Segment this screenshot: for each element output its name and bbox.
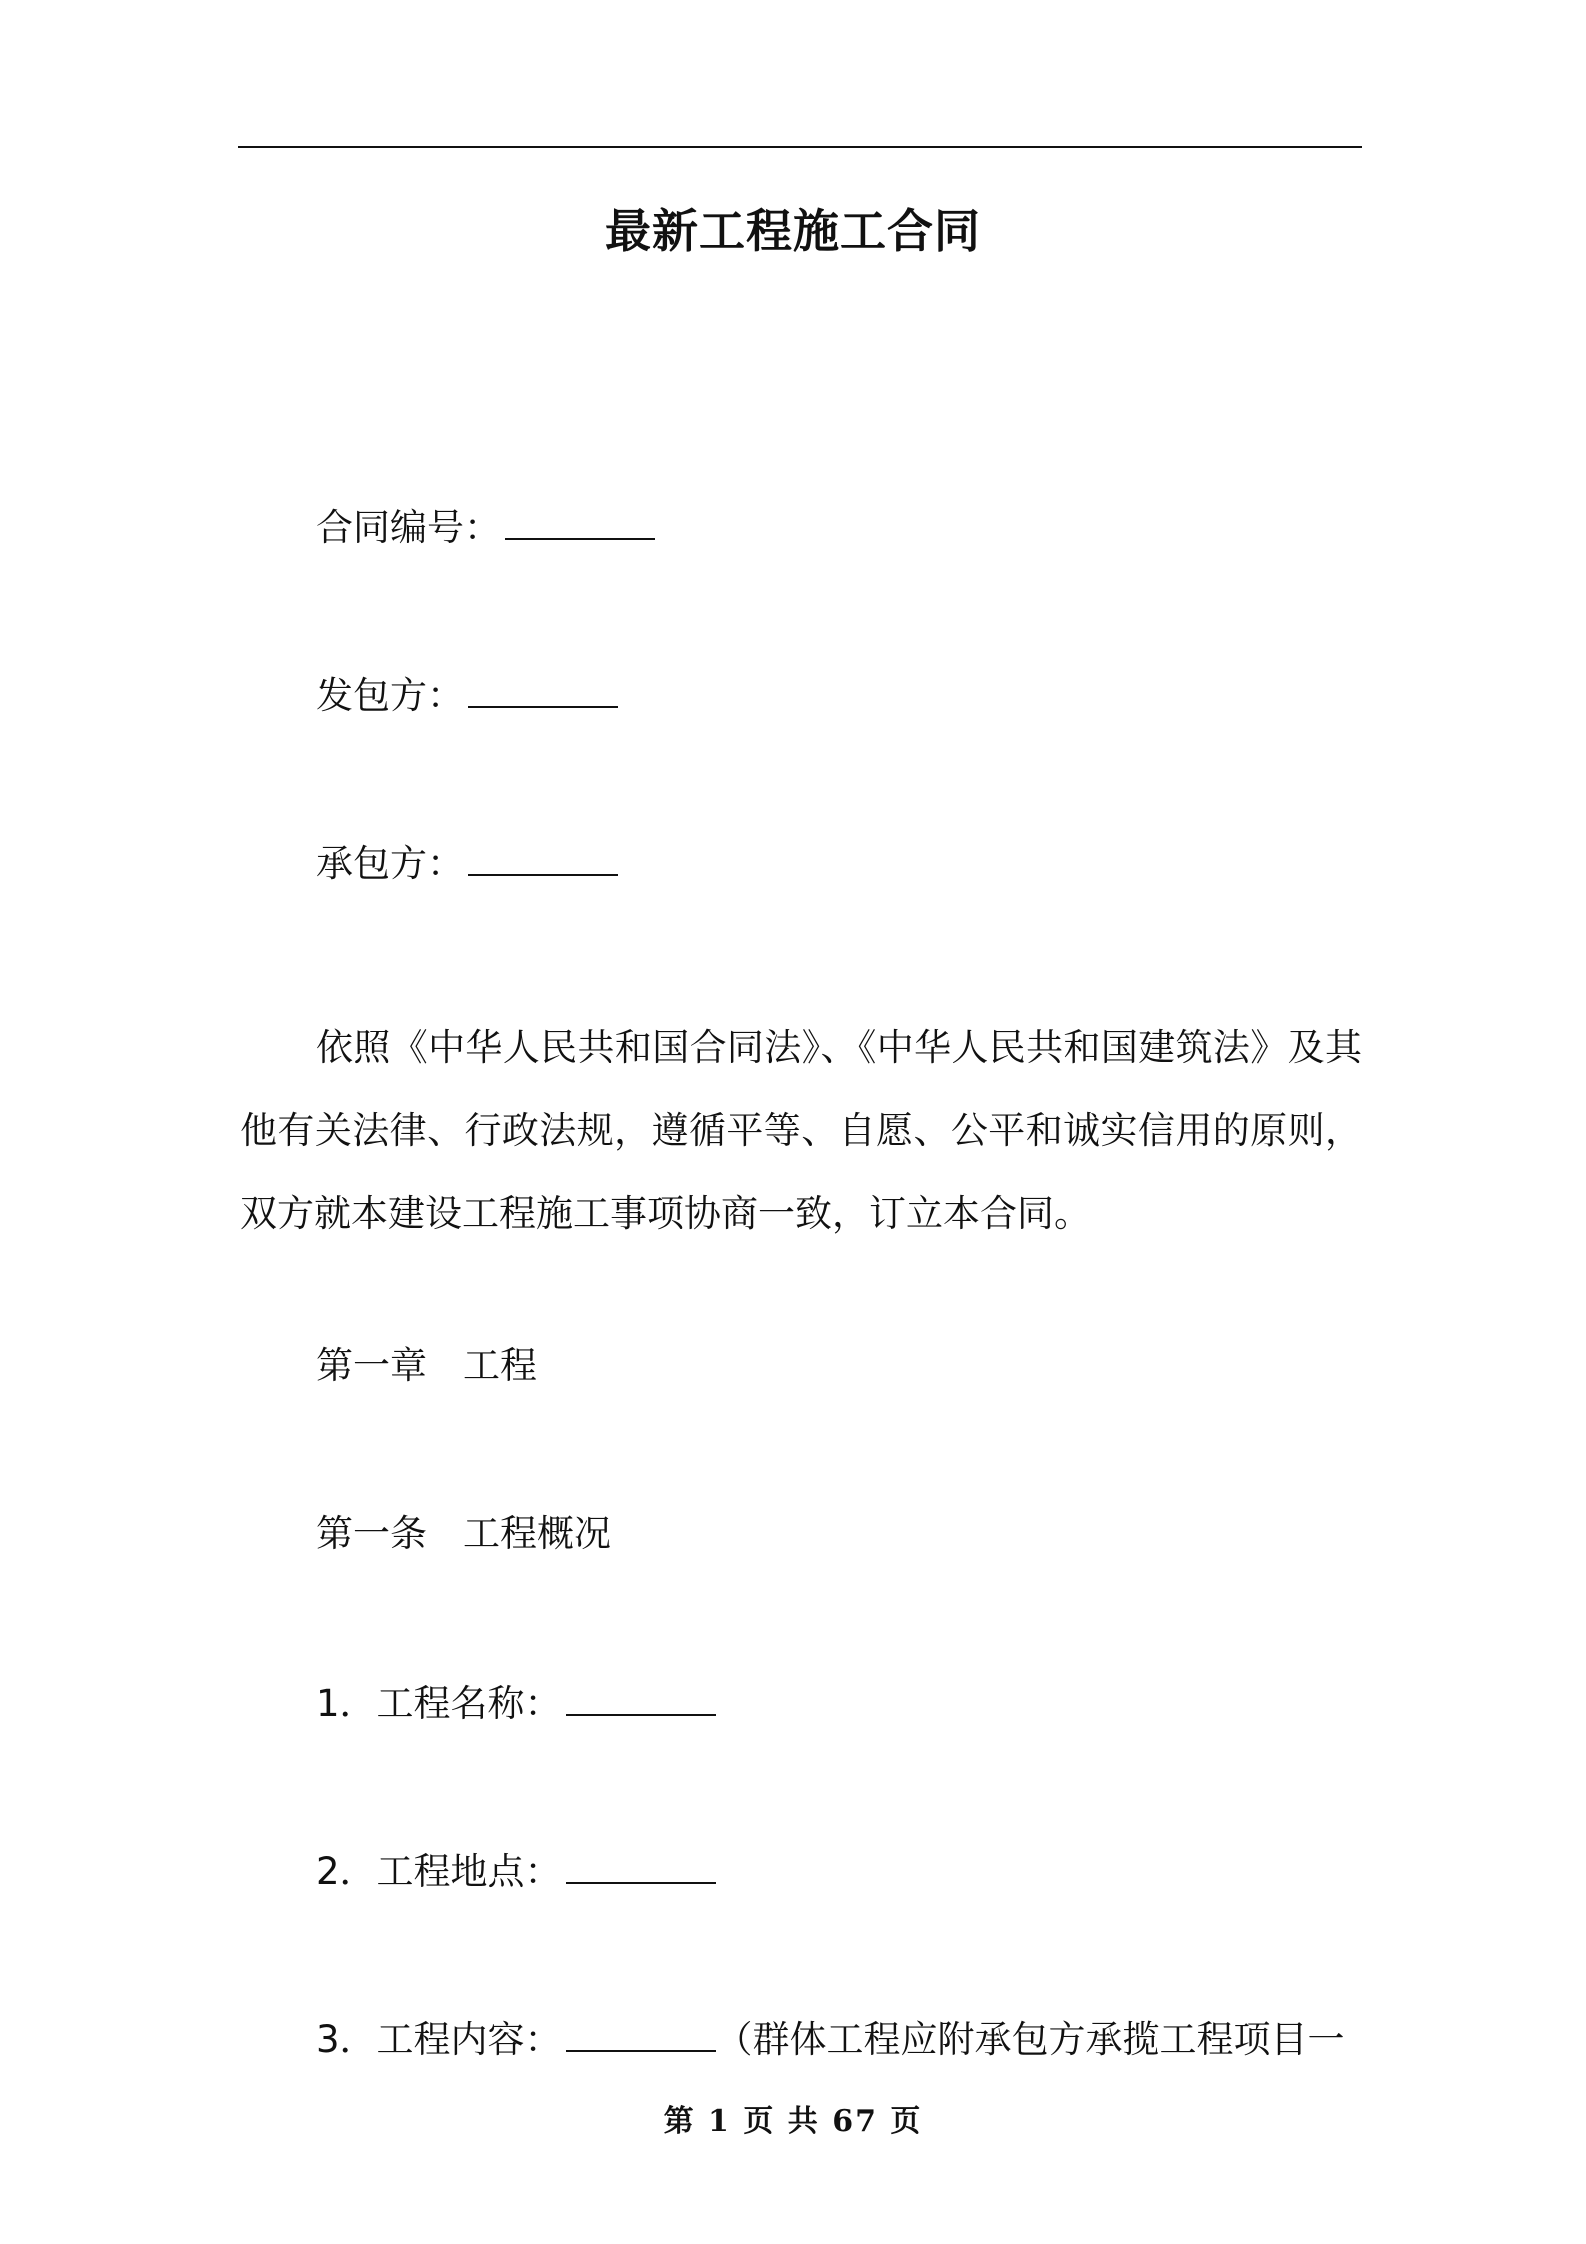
document-title: 最新工程施工合同 [605,204,981,258]
item-project-location [316,1848,716,1894]
employer-field [316,672,618,718]
contract-number-blank [505,504,655,540]
article-number: 第一条 [316,1512,427,1555]
item-label: 2．工程地点： [316,1850,562,1893]
item-blank [566,1680,716,1716]
item-label: 3．工程内容： [316,2018,562,2061]
employer-label: 发包方： [316,674,464,717]
article-name: 工程概况 [463,1512,611,1555]
item-project-content [316,2016,1345,2062]
item-project-name [316,1680,716,1726]
contract-number-label: 合同编号： [316,506,501,549]
header-rule [238,146,1362,148]
chapter-number: 第一章 [316,1344,427,1387]
contractor-blank [468,840,618,876]
preamble-paragraph: 依照《中华人民共和国合同法》、《中华人民共和国建筑法》及其他有关法律、行政法规，遵循平等、自愿、公平和诚实信用的原则，双方就本建设工程施工事项协商一致，订立本合同。 [240,1026,1362,1235]
page-number: 第 1 页 共 67 页 [663,2104,923,2139]
chapter-name: 工程 [463,1344,537,1387]
item-note: （群体工程应附承包方承揽工程项目一 [715,2018,1345,2061]
contractor-field [316,840,618,886]
item-blank [566,1848,716,1884]
item-blank [566,2016,716,2052]
article-heading [316,1512,611,1556]
contractor-label: 承包方： [316,842,464,885]
employer-blank [468,672,618,708]
contract-number-field [316,504,655,550]
item-label: 1．工程名称： [316,1682,562,1725]
chapter-heading [316,1344,537,1388]
